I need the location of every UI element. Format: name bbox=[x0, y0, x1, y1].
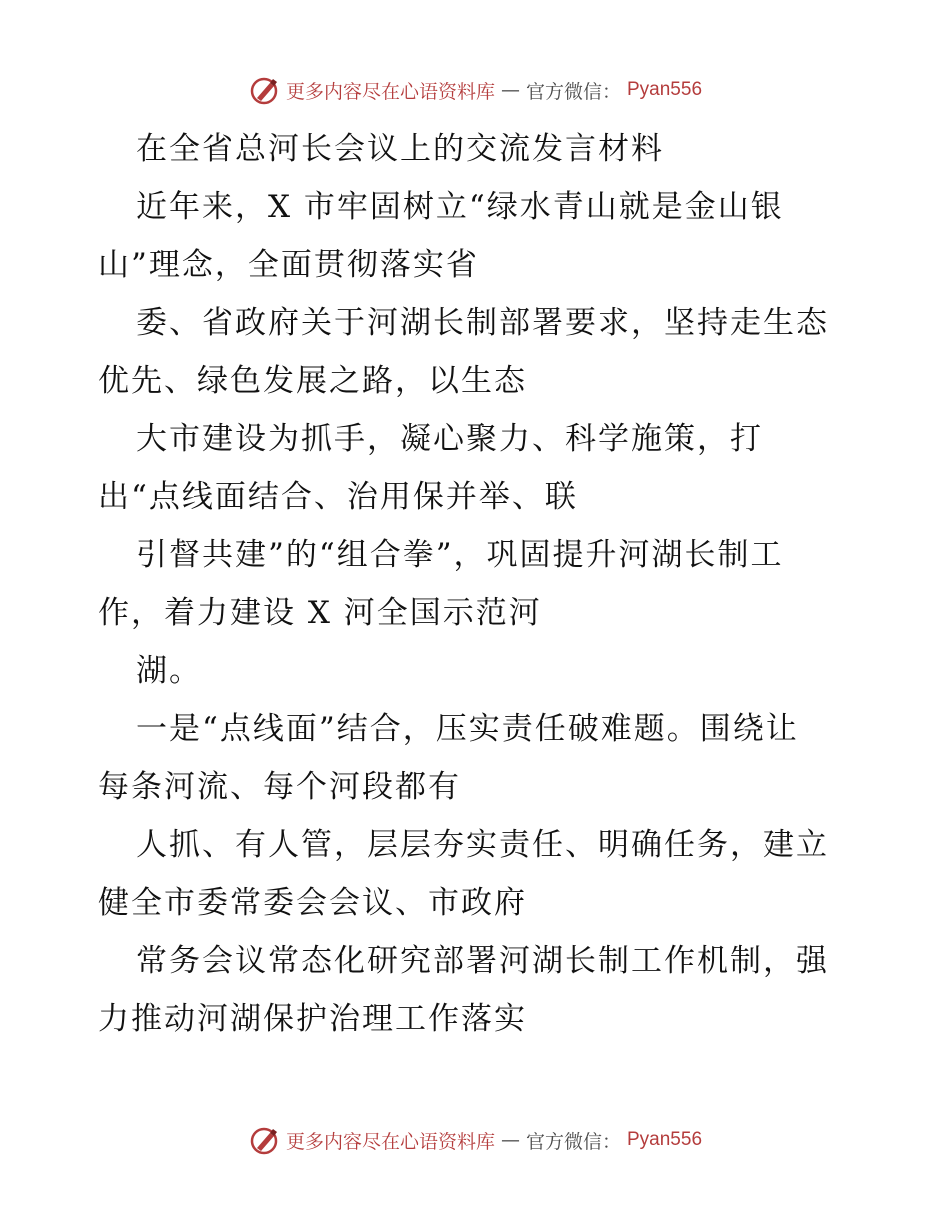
banner-wechat-label: 官方微信： bbox=[525, 80, 621, 103]
text-line: 常务会议常态化研究部署河湖长制工作机制，强 bbox=[136, 943, 829, 979]
text-line: 健全市委常委会会议、市政府 bbox=[98, 885, 527, 921]
text-line: 引督共建”的“组合拳”，巩固提升河湖长制工 bbox=[136, 537, 784, 573]
text-line: 大市建设为抓手，凝心聚力、科学施策，打 bbox=[136, 421, 763, 457]
banner-separator: — bbox=[500, 1129, 520, 1151]
pen-logo-icon bbox=[248, 74, 280, 106]
text-line: 人抓、有人管，层层夯实责任、明确任务，建立 bbox=[136, 827, 829, 863]
text-line: 一是“点线面”结合，压实责任破难题。围绕让 bbox=[136, 711, 799, 747]
text-line: 山”理念，全面贯彻落实省 bbox=[98, 247, 479, 283]
banner-site-text: 更多内容尽在心语资料库 bbox=[285, 80, 495, 103]
text-line: 优先、绿色发展之路，以生态 bbox=[98, 363, 527, 399]
text-line: 近年来，X 市牢固树立“绿水青山就是金山银 bbox=[136, 189, 784, 225]
document-title: 在全省总河长会议上的交流发言材料 bbox=[136, 131, 664, 167]
text-line: 委、省政府关于河湖长制部署要求，坚持走生态 bbox=[136, 305, 829, 341]
banner-wechat-label: 官方微信： bbox=[525, 1130, 621, 1153]
text-line: 出“点线面结合、治用保并举、联 bbox=[98, 479, 578, 515]
pen-logo-icon bbox=[248, 1124, 280, 1156]
text-line: 力推动河湖保护治理工作落实 bbox=[98, 1001, 527, 1037]
banner-wechat-id: Pyan556 bbox=[627, 79, 703, 100]
text-line: 作，着力建设 X 河全国示范河 bbox=[98, 595, 542, 631]
text-line: 湖。 bbox=[136, 653, 202, 689]
header-banner bbox=[0, 70, 950, 110]
document-body bbox=[98, 120, 868, 1048]
banner-separator: — bbox=[500, 79, 520, 101]
banner-site-text: 更多内容尽在心语资料库 bbox=[285, 1130, 495, 1153]
footer-banner bbox=[0, 1120, 950, 1160]
banner-wechat-id: Pyan556 bbox=[627, 1129, 703, 1150]
text-line: 每条河流、每个河段都有 bbox=[98, 769, 461, 805]
